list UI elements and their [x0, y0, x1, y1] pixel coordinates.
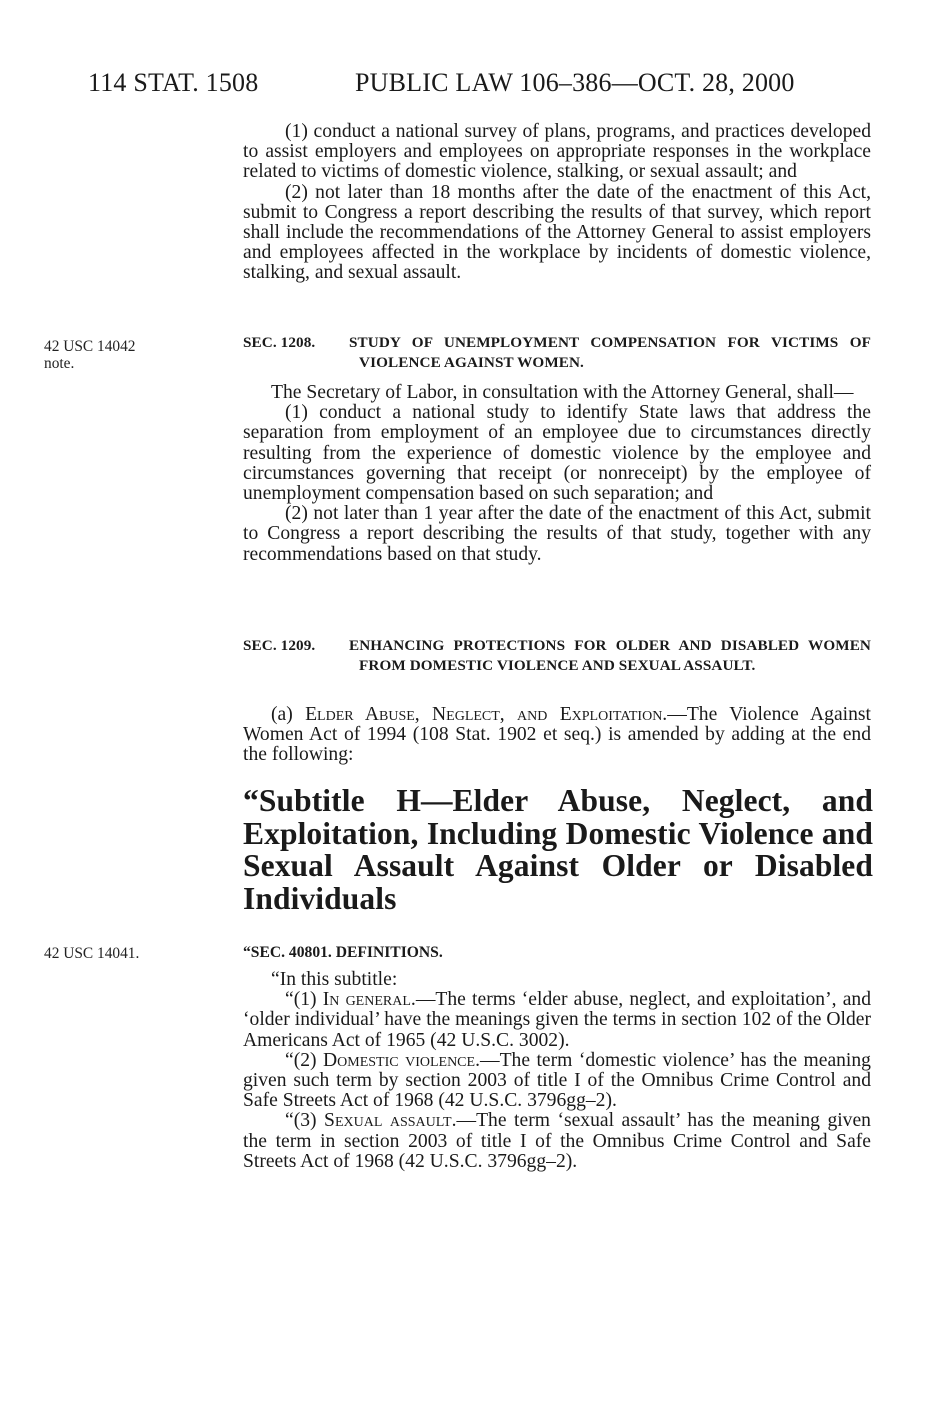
section-heading-1209 — [243, 636, 871, 676]
definition-1 — [243, 990, 871, 1051]
section-title: ENHANCING PROTECTIONS FOR OLDER AND DISABLED WOMEN FROM DOMESTIC VIOLENCE AND SEXUAL ASSAULT. — [349, 637, 871, 674]
top-text-block — [243, 122, 871, 284]
sec1208-paragraph-1: (1) conduct a national study to identify State laws that address the separation from employment of an employee due to circumstances directly resulting from the experience of domestic violence by the employee and circumstances governing that receipt (or nonreceipt) by the employee of unemployment compensation based on such separation; and — [243, 402, 871, 505]
subsection-label: (a) — [271, 704, 306, 725]
section-heading-1208 — [243, 333, 871, 373]
definition-heading: Sexual assault. — [324, 1110, 457, 1132]
definitions-intro: “In this subtitle: — [271, 969, 398, 990]
margin-note-line2: note. — [44, 355, 75, 372]
subsection-heading: Elder Abuse, Neglect, and Exploitation. — [305, 704, 668, 725]
definition-label: “(1) — [285, 989, 323, 1011]
margin-note-line1: 42 USC 14042 — [44, 338, 136, 355]
sec1209-subsection-a — [243, 705, 871, 766]
paragraph-report: (2) not later than 18 months after the date of the enactment of this Act, submit to Congress a report describing the results of that survey, which report shall include the recommendations of the Attorney General to assist employers and employees affected in the workplace by incidents of domestic violence, stalking, and sexual assault. — [243, 181, 871, 284]
sec40801-body — [243, 970, 871, 1172]
definition-label: “(3) — [285, 1110, 325, 1132]
definition-text: —The term ‘sexual assault’ has the meaning given the term in section 2003 of title I of the Omnibus Crime Control and Safe Streets Act of 1968 (42 U.S.C. 3796gg–2). — [243, 1110, 871, 1172]
sec1208-body — [243, 383, 871, 565]
section-heading-40801: “SEC. 40801. DEFINITIONS. — [243, 944, 443, 961]
sec1208-intro: The Secretary of Labor, in consultation with the Attorney General, shall— — [271, 382, 854, 403]
definition-label: “(2) — [285, 1049, 324, 1071]
section-title: STUDY OF UNEMPLOYMENT COMPENSATION FOR VICTIMS OF VIOLENCE AGAINST WOMEN. — [349, 334, 871, 371]
section-number: SEC. 1208. — [243, 334, 316, 351]
definition-text: —The terms ‘elder abuse, neglect, and exploitation’, and ‘older individual’ have the meanings given the terms in section 102 of the Older Americans Act of 1965 (42 U.S.C. 3002). — [243, 989, 872, 1051]
sec1208-paragraph-2: (2) not later than 1 year after the date of the enactment of this Act, submit to Congress a report describing the results of that study, together with any recommendations based on that study. — [243, 503, 871, 565]
definition-text: —The term ‘domestic violence’ has the meaning given such term by section 2003 of title I of the Omnibus Crime Control and Safe Streets Act of 1968 (42 U.S.C. 3796gg–2). — [243, 1049, 871, 1112]
section-number: SEC. 1209. — [243, 637, 316, 654]
definition-heading: Domestic violence. — [323, 1049, 480, 1071]
margin-note-sec1208 — [44, 338, 136, 372]
public-law-reference: PUBLIC LAW 106–386—OCT. 28, 2000 — [355, 68, 795, 97]
subtitle-heading: “Subtitle H—Elder Abuse, Neglect, and Exploitation, Including Domestic Violence and Sexual Assault Against Older or Disabled Individuals — [243, 783, 873, 916]
definition-3 — [243, 1111, 871, 1172]
stat-reference: 114 STAT. 1508 — [88, 68, 259, 97]
paragraph-survey: (1) conduct a national survey of plans, programs, and practices developed to assist employers and employees on appropriate responses in the workplace related to victims of domestic violence, stalking, or sexual assault; and — [243, 121, 871, 183]
margin-note-sec40801: 42 USC 14041. — [44, 945, 140, 962]
definition-heading: In general. — [322, 989, 416, 1011]
definition-2 — [243, 1051, 871, 1112]
sec1209-body — [243, 705, 871, 766]
subsection-text: —The Violence Against Women Act of 1994 (108 Stat. 1902 et seq.) is amended by adding at the end the following: — [243, 704, 871, 766]
